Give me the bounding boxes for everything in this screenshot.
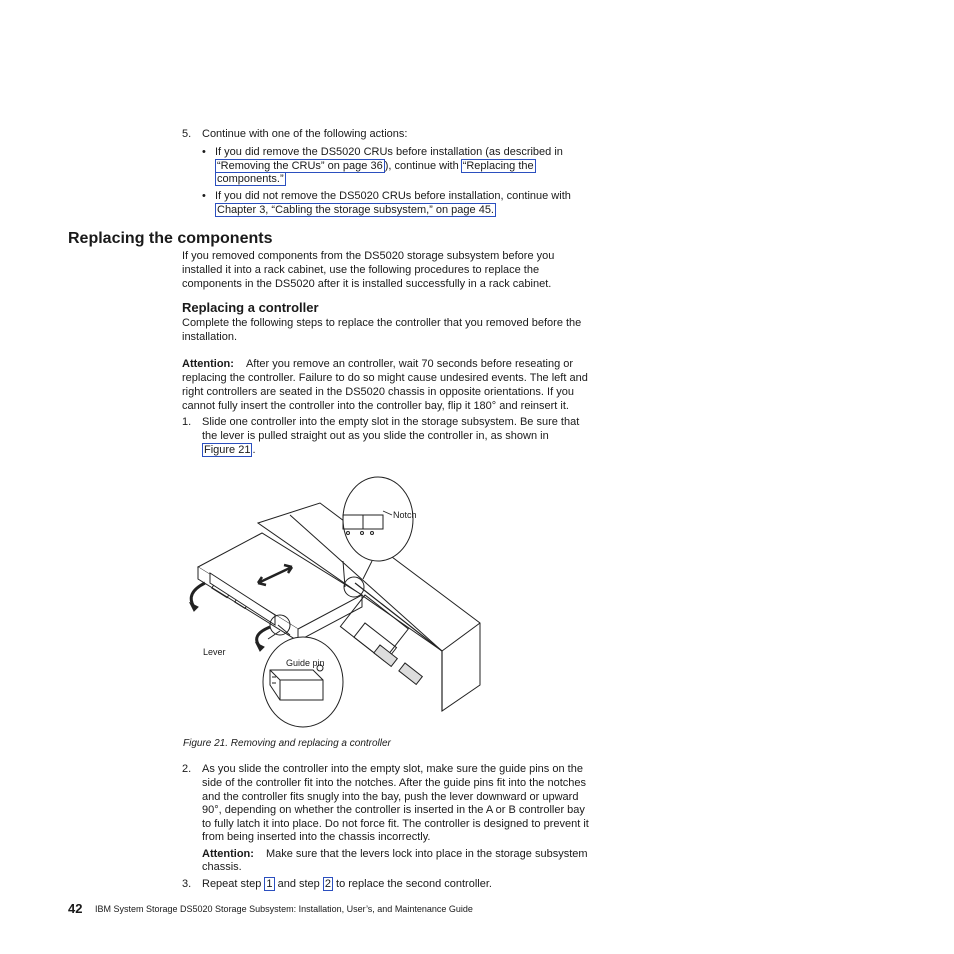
- figure-caption: Figure 21. Removing and replacing a controller: [183, 738, 391, 749]
- attention-label: Attention:: [202, 848, 254, 860]
- section-intro-line-1: If you removed components from the DS5020 storage subsystem before you: [182, 250, 555, 262]
- bullet-1-line-1: If you did remove the DS5020 CRUs before installation (as described in: [215, 146, 563, 158]
- step-5-number: 5.: [182, 128, 192, 140]
- step-1-tail: .: [252, 444, 256, 456]
- section-intro-line-2: installed it into a rack cabinet, use the following procedures to replace the: [182, 264, 540, 276]
- subsection-intro-line-1: Complete the following steps to replace the controller that you removed before the: [182, 317, 582, 329]
- rotation-arrow: [191, 583, 205, 607]
- attention-2-line-1: [202, 847, 588, 861]
- step-1-number: 1.: [182, 416, 192, 428]
- attention-1-line-2: replacing the controller. Failure to do so might cause undesired events. The left and: [182, 372, 588, 384]
- attention-2-line-2: chassis.: [202, 861, 242, 873]
- step-2-line-5: to fully latch it into place. Do not force fit. The controller is designed to prevent it: [202, 818, 589, 830]
- step-3-post: to replace the second controller.: [336, 878, 492, 890]
- attention-1-text: After you remove an controller, wait 70 seconds before reseating or: [245, 358, 574, 370]
- bullet-glyph: •: [202, 146, 206, 158]
- step-3-pre: Repeat step: [202, 878, 262, 890]
- bullet-1-line-3: [215, 172, 286, 186]
- step-2-line-4: 90°, depending on whether the controller is inserted in the A or B controller bay: [202, 804, 585, 816]
- step-3-mid: and step: [277, 878, 320, 890]
- link-replacing-components-part-2[interactable]: components.”: [217, 173, 284, 185]
- lever-label: Lever: [203, 647, 226, 657]
- step-2-line-3: and the controller fits snugly into the bay, push the lever downward or upward: [202, 791, 579, 803]
- link-removing-the-crus[interactable]: “Removing the CRUs” on page 36: [217, 160, 383, 172]
- step-1-line-1: Slide one controller into the empty slot in the storage subsystem. Be sure that: [202, 416, 580, 428]
- attention-2-text: Make sure that the levers lock into place in the storage subsystem: [265, 848, 588, 860]
- bullet-1-mid-text: ), continue with: [384, 160, 459, 172]
- bullet-1-line-2: [215, 159, 536, 173]
- guide-pin-zoom-circle: [263, 637, 343, 727]
- guide-pin-label: Guide pin: [286, 658, 325, 668]
- notch-label: Notch: [393, 510, 417, 520]
- footer-text: IBM System Storage DS5020 Storage Subsystem: Installation, User’s, and Maintenance Guide: [95, 904, 473, 914]
- section-title: Replacing the components: [68, 230, 273, 247]
- step-5-text: Continue with one of the following actions:: [202, 128, 408, 140]
- step-1-line-2: the lever is pulled straight out as you slide the controller in, as shown in: [202, 430, 549, 442]
- step-1-line-3: [202, 443, 256, 457]
- attention-label: Attention:: [182, 358, 234, 370]
- step-3-number: 3.: [182, 878, 192, 890]
- controller-illustration: [180, 475, 495, 730]
- bullet-2-line-2: [215, 203, 496, 217]
- step-2-line-6: from being inserted into the chassis incorrectly.: [202, 831, 431, 843]
- attention-1-line-4: cannot fully insert the controller into the controller bay, flip it 180° and reinsert it.: [182, 400, 569, 412]
- page-number: 42: [68, 901, 83, 916]
- link-figure-21[interactable]: Figure 21: [204, 444, 251, 456]
- step-2-line-1: As you slide the controller into the empty slot, make sure the guide pins on the: [202, 763, 583, 775]
- step-2-number: 2.: [182, 763, 192, 775]
- subsection-title: Replacing a controller: [182, 300, 319, 315]
- step-3-line: [202, 877, 492, 891]
- bullet-2-line-1: If you did not remove the DS5020 CRUs before installation, continue with: [215, 190, 571, 202]
- subsection-intro-line-2: installation.: [182, 331, 238, 343]
- section-intro-line-3: components in the DS5020 after it is installed successfully in a rack cabinet.: [182, 278, 552, 290]
- link-step-2[interactable]: 2: [324, 878, 331, 890]
- attention-1-line-3: right controllers are seated in the DS5020 chassis in opposite orientations. If you: [182, 386, 574, 398]
- bullet-glyph: •: [202, 190, 206, 202]
- attention-1-line-1: [182, 357, 573, 371]
- link-replacing-components-part-1[interactable]: “Replacing the: [462, 160, 534, 172]
- link-chapter-3-cabling[interactable]: Chapter 3, “Cabling the storage subsystem,” on page 45.: [217, 204, 494, 216]
- link-step-1[interactable]: 1: [266, 878, 273, 890]
- step-2-line-2: side of the controller fit into the notches. After the guide pins fit into the notches: [202, 777, 587, 789]
